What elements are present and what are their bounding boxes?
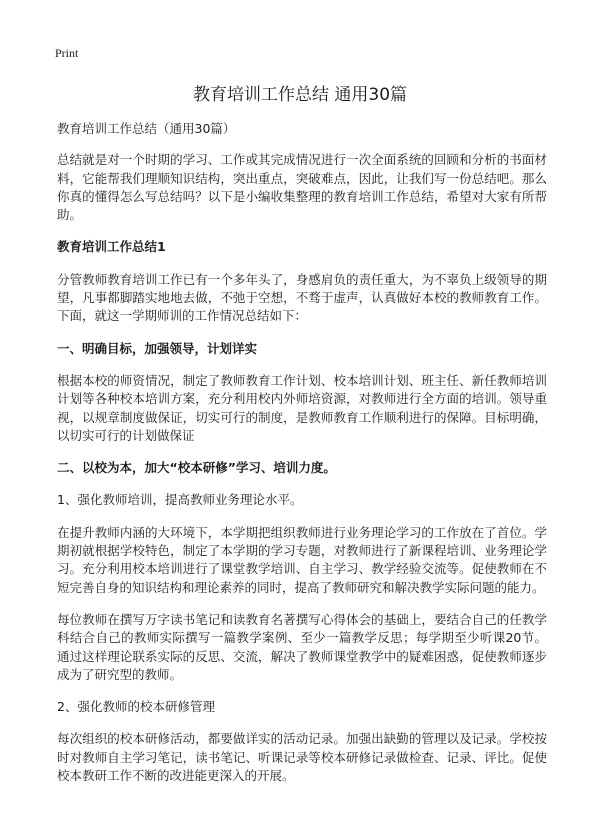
subheading-2: 2、强化教师的校本研修管理 [57,699,215,715]
print-link[interactable]: Print [55,46,79,60]
page-title: 教育培训工作总结 通用30篇 [192,85,408,105]
paragraph-2: 根据本校的师资情况，制定了教师教育工作计划、校本培训计划、班主任、新任教师培训计划等各种校本培训方案，充分利用校内外师培资源，对教师进行全方面的培训。领导重视，以规章制度做保证，切实可行的制度，是教师教育工作顺利进行的保障。目标明确，以切实可行的计划做保证 [57,372,547,443]
subheading-1: 1、强化教师培训，提高教师业务理论水平。 [57,492,303,508]
heading-goals: 一、明确目标，加强领导，计划详实 [57,340,258,356]
paragraph-3: 在提升教师内涵的大环境下，本学期把组织教师进行业务理论学习的工作放在了首位。学期初就根据学校特色，制定了本学期的学习专题，对教师进行了新课程培训、业务理论学习。充分利用校本培训进行了课堂教学培训、自主学习、教学经验交流等。促使教师在不短完善自身的知识结构和理论素养的同时，提高了教师研究和解决教学实际问题的能力。 [57,524,547,595]
heading-school-based: 二、以校为本，加大“校本研修”学习、培训力度。 [57,460,336,476]
paragraph-1: 分管教师教育培训工作已有一个多年头了，身感肩负的责任重大，为不辜负上级领导的期望，凡事都脚踏实地地去做，不弛于空想，不骛于虚声，认真做好本校的教师教育工作。下面，就这一学期师训的工作情况总结如下： [57,271,547,324]
article-subtitle: 教育培训工作总结（通用30篇） [57,121,236,136]
intro-paragraph: 总结就是对一个时期的学习、工作或其完成情况进行一次全面系统的回顾和分析的书面材料，它能帮我们理顺知识结构，突出重点，突破难点，因此，让我们写一份总结吧。那么你真的懂得怎么写总结吗？以下是小编收集整理的教育培训工作总结，希望对大家有所帮助。 [57,152,547,223]
article-body [57,120,547,799]
paragraph-5: 每次组织的校本研修活动，都要做详实的活动记录。加强出缺勤的管理以及记录。学校按时对教师自主学习笔记，读书笔记、听课记录等校本研修记录做检查、记录、评比。促使校本教研工作不断的改进能更深入的开展。 [57,731,547,784]
section-heading-1: 教育培训工作总结1 [57,239,166,255]
paragraph-4: 每位教师在撰写万字读书笔记和读教育名著撰写心得体会的基础上，要结合自己的任教学科结合自己的教师实际撰写一篇教学案例、至少一篇教学反思；每学期至少听课20节。通过这样理论联系实际的反思、交流，解决了教师课堂教学中的疑难困惑，促使教师逐步成为了研究型的教师。 [57,611,547,682]
